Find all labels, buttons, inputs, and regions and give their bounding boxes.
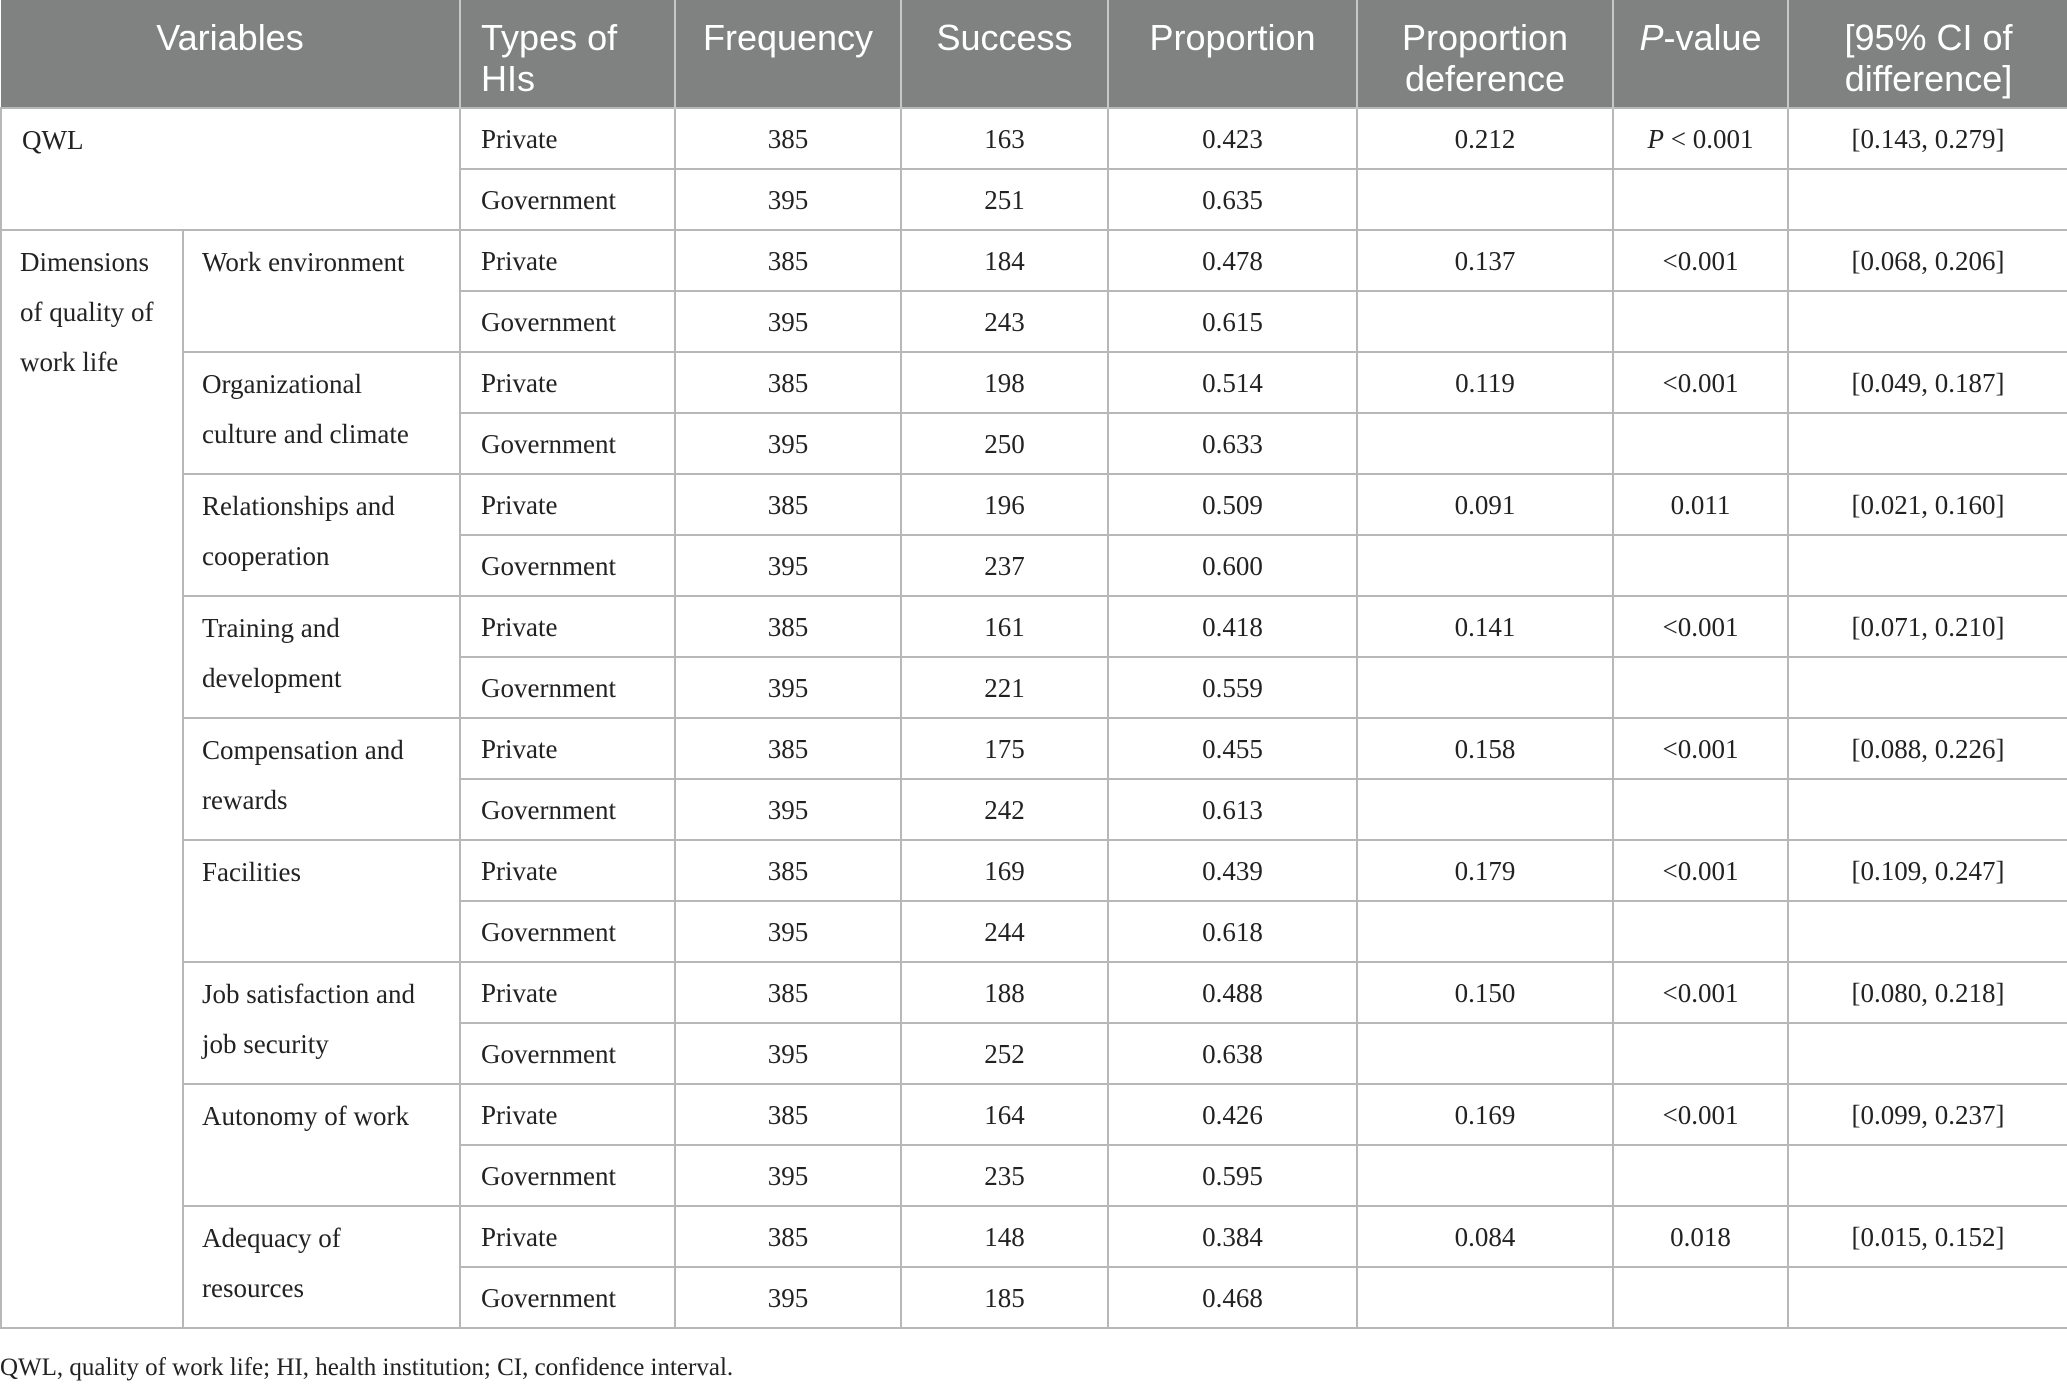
private-type: Private xyxy=(460,230,675,291)
p-value: <0.001 xyxy=(1613,718,1788,779)
private-frequency: 385 xyxy=(675,352,901,413)
qwl-private-type: Private xyxy=(460,108,675,169)
government-success: 185 xyxy=(901,1267,1108,1328)
ci: [0.109, 0.247] xyxy=(1788,840,2067,901)
private-proportion: 0.455 xyxy=(1108,718,1357,779)
government-type: Government xyxy=(460,535,675,596)
government-success: 244 xyxy=(901,901,1108,962)
p-value: 0.018 xyxy=(1613,1206,1788,1267)
proportion-difference: 0.119 xyxy=(1357,352,1613,413)
dimensions-label: Dimensions of quality of work life xyxy=(1,230,183,1328)
government-frequency: 395 xyxy=(675,535,901,596)
private-type: Private xyxy=(460,718,675,779)
empty-cell xyxy=(1788,779,2067,840)
empty-cell xyxy=(1357,1023,1613,1084)
qwl-p-prefix: P xyxy=(1647,123,1665,154)
government-success: 250 xyxy=(901,413,1108,474)
private-success: 196 xyxy=(901,474,1108,535)
government-proportion: 0.559 xyxy=(1108,657,1357,718)
empty-cell xyxy=(1788,291,2067,352)
proportion-difference: 0.141 xyxy=(1357,596,1613,657)
header-proportion: Proportion xyxy=(1108,0,1357,108)
government-type: Government xyxy=(460,901,675,962)
government-success: 252 xyxy=(901,1023,1108,1084)
government-type: Government xyxy=(460,1267,675,1328)
government-frequency: 395 xyxy=(675,413,901,474)
table-row xyxy=(1,1206,2067,1267)
ci: [0.049, 0.187] xyxy=(1788,352,2067,413)
empty-cell xyxy=(1788,1145,2067,1206)
government-frequency: 395 xyxy=(675,291,901,352)
dimension-name: Adequacy of resources xyxy=(183,1206,460,1328)
p-value: <0.001 xyxy=(1613,1084,1788,1145)
private-frequency: 385 xyxy=(675,840,901,901)
dimension-name: Compensation and rewards xyxy=(183,718,460,840)
government-frequency: 395 xyxy=(675,657,901,718)
government-type: Government xyxy=(460,1023,675,1084)
private-type: Private xyxy=(460,474,675,535)
table-row xyxy=(1,108,2067,169)
dimension-name: Relationships and cooperation xyxy=(183,474,460,596)
government-proportion: 0.618 xyxy=(1108,901,1357,962)
private-success: 161 xyxy=(901,596,1108,657)
dimension-name: Job satisfaction and job security xyxy=(183,962,460,1084)
header-proportion-difference: Proportion deference xyxy=(1357,0,1613,108)
empty-cell xyxy=(1613,413,1788,474)
qwl-government-success: 251 xyxy=(901,169,1108,230)
empty-cell xyxy=(1788,535,2067,596)
ci: [0.099, 0.237] xyxy=(1788,1084,2067,1145)
qwl-government-proportion: 0.635 xyxy=(1108,169,1357,230)
qwl-private-frequency: 385 xyxy=(675,108,901,169)
header-frequency: Frequency xyxy=(675,0,901,108)
qwl-p-value xyxy=(1613,108,1788,169)
private-frequency: 385 xyxy=(675,1084,901,1145)
dimension-name: Facilities xyxy=(183,840,460,962)
table-row xyxy=(1,840,2067,901)
ci: [0.068, 0.206] xyxy=(1788,230,2067,291)
proportion-difference: 0.137 xyxy=(1357,230,1613,291)
empty-cell xyxy=(1357,535,1613,596)
government-proportion: 0.638 xyxy=(1108,1023,1357,1084)
private-type: Private xyxy=(460,962,675,1023)
private-type: Private xyxy=(460,1084,675,1145)
private-proportion: 0.426 xyxy=(1108,1084,1357,1145)
private-success: 148 xyxy=(901,1206,1108,1267)
ci: [0.071, 0.210] xyxy=(1788,596,2067,657)
private-proportion: 0.384 xyxy=(1108,1206,1357,1267)
government-success: 235 xyxy=(901,1145,1108,1206)
empty-cell xyxy=(1788,901,2067,962)
private-proportion: 0.514 xyxy=(1108,352,1357,413)
private-frequency: 385 xyxy=(675,474,901,535)
table-row xyxy=(1,474,2067,535)
empty-cell xyxy=(1613,1023,1788,1084)
header-p-value xyxy=(1613,0,1788,108)
private-type: Private xyxy=(460,840,675,901)
government-type: Government xyxy=(460,657,675,718)
qwl-difference: 0.212 xyxy=(1357,108,1613,169)
empty-cell xyxy=(1357,1267,1613,1328)
qwl-label: QWL xyxy=(1,108,460,230)
private-success: 198 xyxy=(901,352,1108,413)
private-success: 188 xyxy=(901,962,1108,1023)
p-value: <0.001 xyxy=(1613,962,1788,1023)
header-types: Types of HIs xyxy=(460,0,675,108)
empty-cell xyxy=(1788,1023,2067,1084)
proportion-difference: 0.179 xyxy=(1357,840,1613,901)
government-proportion: 0.595 xyxy=(1108,1145,1357,1206)
private-proportion: 0.478 xyxy=(1108,230,1357,291)
header-ci: [95% CI of difference] xyxy=(1788,0,2067,108)
government-frequency: 395 xyxy=(675,901,901,962)
table-row xyxy=(1,230,2067,291)
private-proportion: 0.418 xyxy=(1108,596,1357,657)
header-success: Success xyxy=(901,0,1108,108)
private-success: 164 xyxy=(901,1084,1108,1145)
proportion-difference: 0.158 xyxy=(1357,718,1613,779)
government-success: 221 xyxy=(901,657,1108,718)
qwl-private-proportion: 0.423 xyxy=(1108,108,1357,169)
table-row xyxy=(1,718,2067,779)
ci: [0.088, 0.226] xyxy=(1788,718,2067,779)
table-row xyxy=(1,1084,2067,1145)
private-frequency: 385 xyxy=(675,230,901,291)
dimension-name: Autonomy of work xyxy=(183,1084,460,1206)
proportion-difference: 0.084 xyxy=(1357,1206,1613,1267)
qwl-ci: [0.143, 0.279] xyxy=(1788,108,2067,169)
private-frequency: 385 xyxy=(675,718,901,779)
government-proportion: 0.613 xyxy=(1108,779,1357,840)
empty-cell xyxy=(1788,413,2067,474)
table-footnote: QWL, quality of work life; HI, health institution; CI, confidence interval. xyxy=(0,1354,734,1381)
table-row xyxy=(1,596,2067,657)
empty-cell xyxy=(1613,1145,1788,1206)
government-frequency: 395 xyxy=(675,1267,901,1328)
empty-cell xyxy=(1613,291,1788,352)
government-frequency: 395 xyxy=(675,1145,901,1206)
dimension-name: Training and development xyxy=(183,596,460,718)
p-value: <0.001 xyxy=(1613,596,1788,657)
dimension-name: Organizational culture and climate xyxy=(183,352,460,474)
qwl-p-number: < 0.001 xyxy=(1664,123,1754,154)
empty-cell xyxy=(1357,657,1613,718)
table-row xyxy=(1,962,2067,1023)
header-p-italic: P xyxy=(1639,17,1664,58)
government-proportion: 0.633 xyxy=(1108,413,1357,474)
qwl-government-type: Government xyxy=(460,169,675,230)
empty-cell xyxy=(1613,535,1788,596)
private-frequency: 385 xyxy=(675,596,901,657)
private-proportion: 0.488 xyxy=(1108,962,1357,1023)
proportion-difference: 0.150 xyxy=(1357,962,1613,1023)
empty-cell xyxy=(1357,169,1613,230)
dimension-name: Work environment xyxy=(183,230,460,352)
private-proportion: 0.509 xyxy=(1108,474,1357,535)
p-value: <0.001 xyxy=(1613,840,1788,901)
government-proportion: 0.615 xyxy=(1108,291,1357,352)
private-success: 175 xyxy=(901,718,1108,779)
ci: [0.021, 0.160] xyxy=(1788,474,2067,535)
header-variables: Variables xyxy=(1,0,460,108)
private-frequency: 385 xyxy=(675,1206,901,1267)
private-success: 184 xyxy=(901,230,1108,291)
empty-cell xyxy=(1357,413,1613,474)
qwl-government-frequency: 395 xyxy=(675,169,901,230)
p-value: 0.011 xyxy=(1613,474,1788,535)
empty-cell xyxy=(1613,901,1788,962)
government-success: 242 xyxy=(901,779,1108,840)
government-success: 237 xyxy=(901,535,1108,596)
government-type: Government xyxy=(460,1145,675,1206)
empty-cell xyxy=(1613,1267,1788,1328)
header-row xyxy=(1,0,2067,108)
header-p-rest: -value xyxy=(1663,17,1762,58)
empty-cell xyxy=(1613,169,1788,230)
private-proportion: 0.439 xyxy=(1108,840,1357,901)
private-type: Private xyxy=(460,596,675,657)
ci: [0.015, 0.152] xyxy=(1788,1206,2067,1267)
empty-cell xyxy=(1613,657,1788,718)
government-success: 243 xyxy=(901,291,1108,352)
government-proportion: 0.600 xyxy=(1108,535,1357,596)
private-type: Private xyxy=(460,352,675,413)
proportion-difference: 0.091 xyxy=(1357,474,1613,535)
government-proportion: 0.468 xyxy=(1108,1267,1357,1328)
empty-cell xyxy=(1357,901,1613,962)
empty-cell xyxy=(1357,291,1613,352)
government-type: Government xyxy=(460,779,675,840)
government-type: Government xyxy=(460,291,675,352)
empty-cell xyxy=(1788,657,2067,718)
government-frequency: 395 xyxy=(675,779,901,840)
government-type: Government xyxy=(460,413,675,474)
empty-cell xyxy=(1613,779,1788,840)
p-value: <0.001 xyxy=(1613,230,1788,291)
empty-cell xyxy=(1357,779,1613,840)
p-value: <0.001 xyxy=(1613,352,1788,413)
qwl-private-success: 163 xyxy=(901,108,1108,169)
private-type: Private xyxy=(460,1206,675,1267)
table-row xyxy=(1,352,2067,413)
empty-cell xyxy=(1788,1267,2067,1328)
empty-cell xyxy=(1788,169,2067,230)
government-frequency: 395 xyxy=(675,1023,901,1084)
ci: [0.080, 0.218] xyxy=(1788,962,2067,1023)
private-success: 169 xyxy=(901,840,1108,901)
empty-cell xyxy=(1357,1145,1613,1206)
proportion-difference: 0.169 xyxy=(1357,1084,1613,1145)
private-frequency: 385 xyxy=(675,962,901,1023)
